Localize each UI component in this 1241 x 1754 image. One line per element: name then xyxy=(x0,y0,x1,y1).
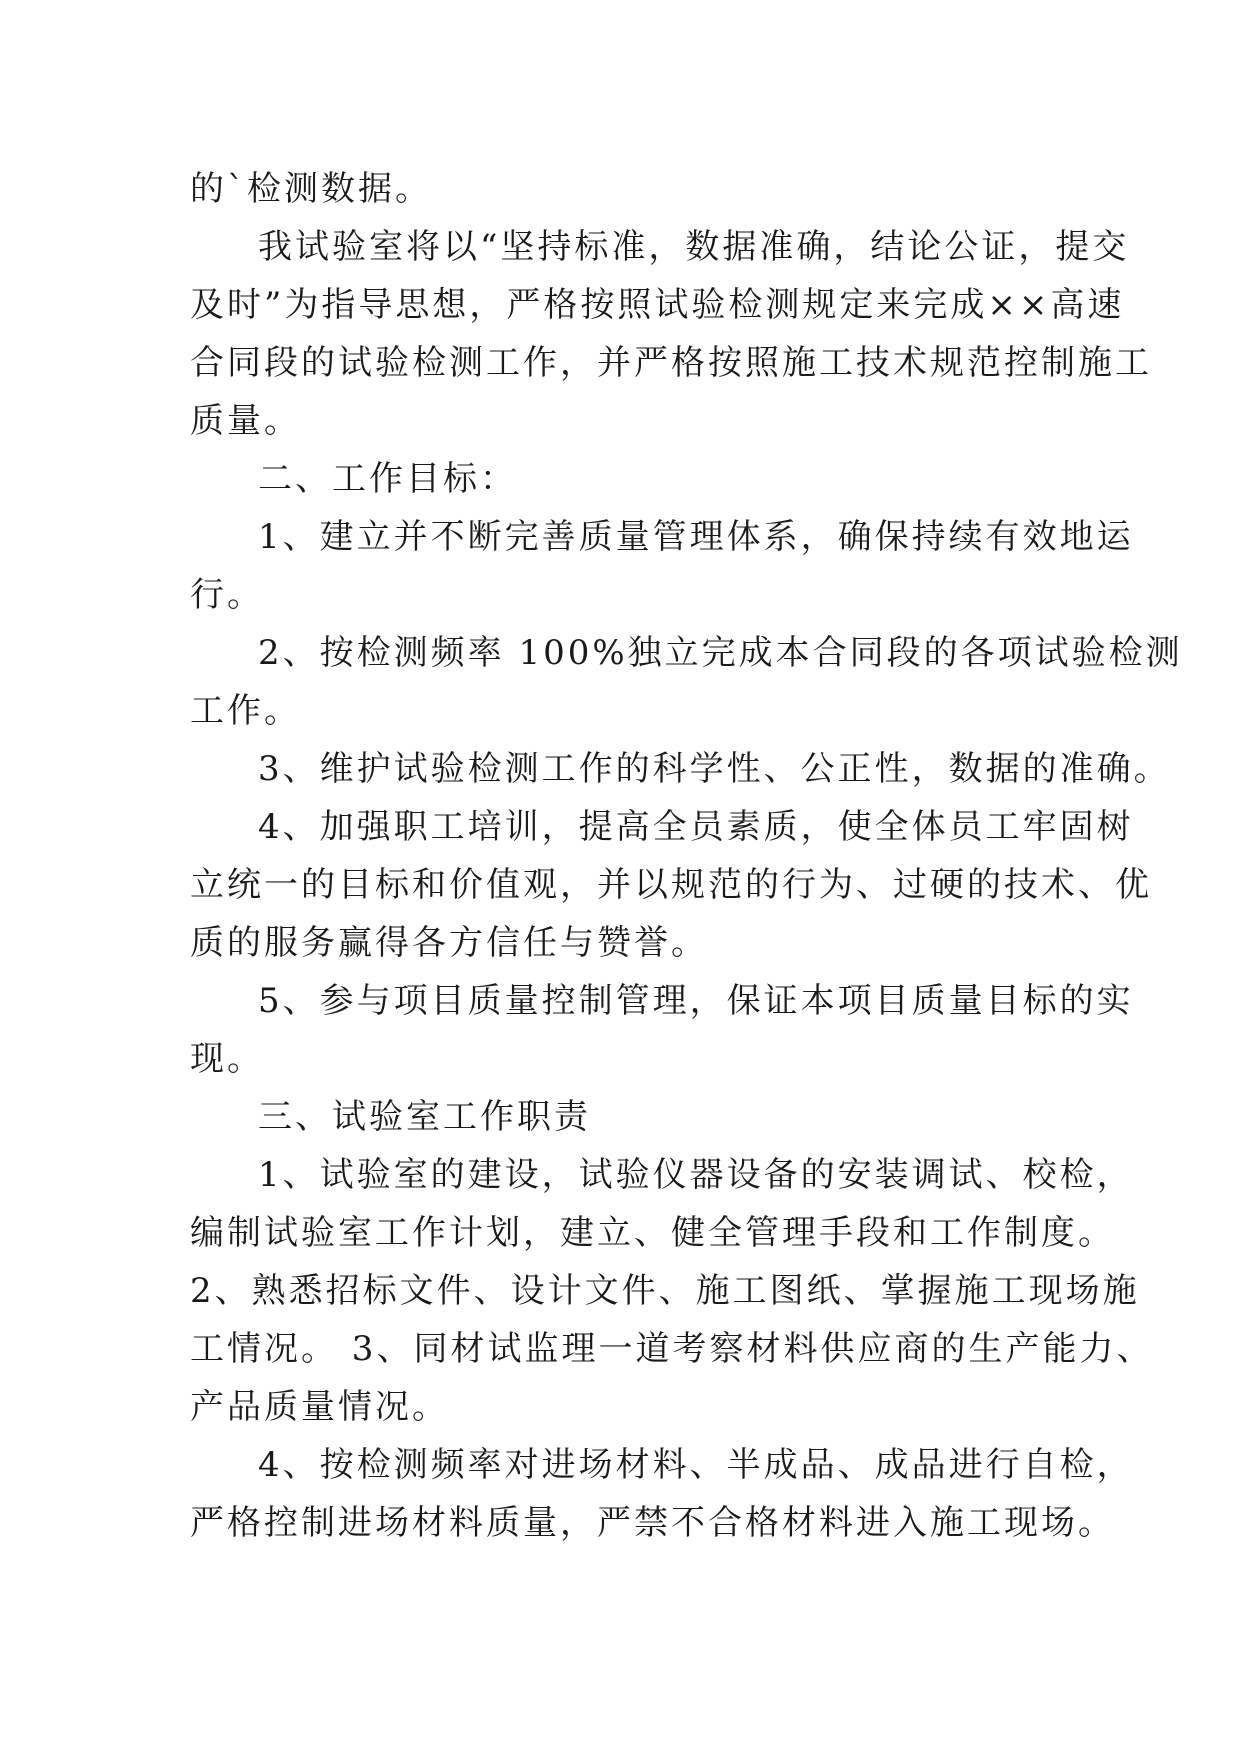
text-line: 的`检测数据。 xyxy=(190,169,432,209)
text-line: 工作。 xyxy=(190,691,301,731)
text-line: 立统一的目标和价值观，并以规范的行为、过硬的技术、优 xyxy=(190,865,1152,905)
text-line: 3、维护试验检测工作的科学性、公正性，数据的准确。 xyxy=(258,749,1171,789)
text-line: 5、参与项目质量控制管理，保证本项目质量目标的实 xyxy=(258,981,1134,1021)
text-line: 行。 xyxy=(190,575,264,615)
text-line: 产品质量情况。 xyxy=(190,1387,449,1427)
text-line: 质量。 xyxy=(190,401,301,441)
text-line: 现。 xyxy=(190,1039,264,1079)
text-line: 4、按检测频率对进场材料、半成品、成品进行自检， xyxy=(258,1445,1134,1485)
text-line: 严格控制进场材料质量，严禁不合格材料进入施工现场。 xyxy=(190,1503,1115,1543)
text-line: 质的服务赢得各方信任与赞誉。 xyxy=(190,923,708,963)
text-line: 合同段的试验检测工作，并严格按照施工技术规范控制施工 xyxy=(190,343,1152,383)
text-line: 三、试验室工作职责 xyxy=(258,1097,591,1137)
text-line: 1、试验室的建设，试验仪器设备的安装调试、校检， xyxy=(258,1155,1134,1195)
text-line: 1、建立并不断完善质量管理体系，确保持续有效地运 xyxy=(258,517,1134,557)
text-line: 二、工作目标： xyxy=(258,459,517,499)
text-line: 2、熟悉招标文件、设计文件、施工图纸、掌握施工现场施 xyxy=(190,1271,1140,1311)
document-body xyxy=(190,160,1183,1552)
text-line: 2、按检测频率 100%独立完成本合同段的各项试验检测 xyxy=(258,633,1183,673)
text-line: 4、加强职工培训，提高全员素质，使全体员工牢固树 xyxy=(258,807,1134,847)
text-line: 我试验室将以“坚持标准，数据准确，结论公证，提交 xyxy=(258,227,1130,267)
text-line: 工情况。 3、同材试监理一道考察材料供应商的生产能力、 xyxy=(190,1329,1154,1369)
text-line: 编制试验室工作计划，建立、健全管理手段和工作制度。 xyxy=(190,1213,1115,1253)
text-line: 及时”为指导思想，严格按照试验检测规定来完成××高速 xyxy=(190,285,1125,325)
